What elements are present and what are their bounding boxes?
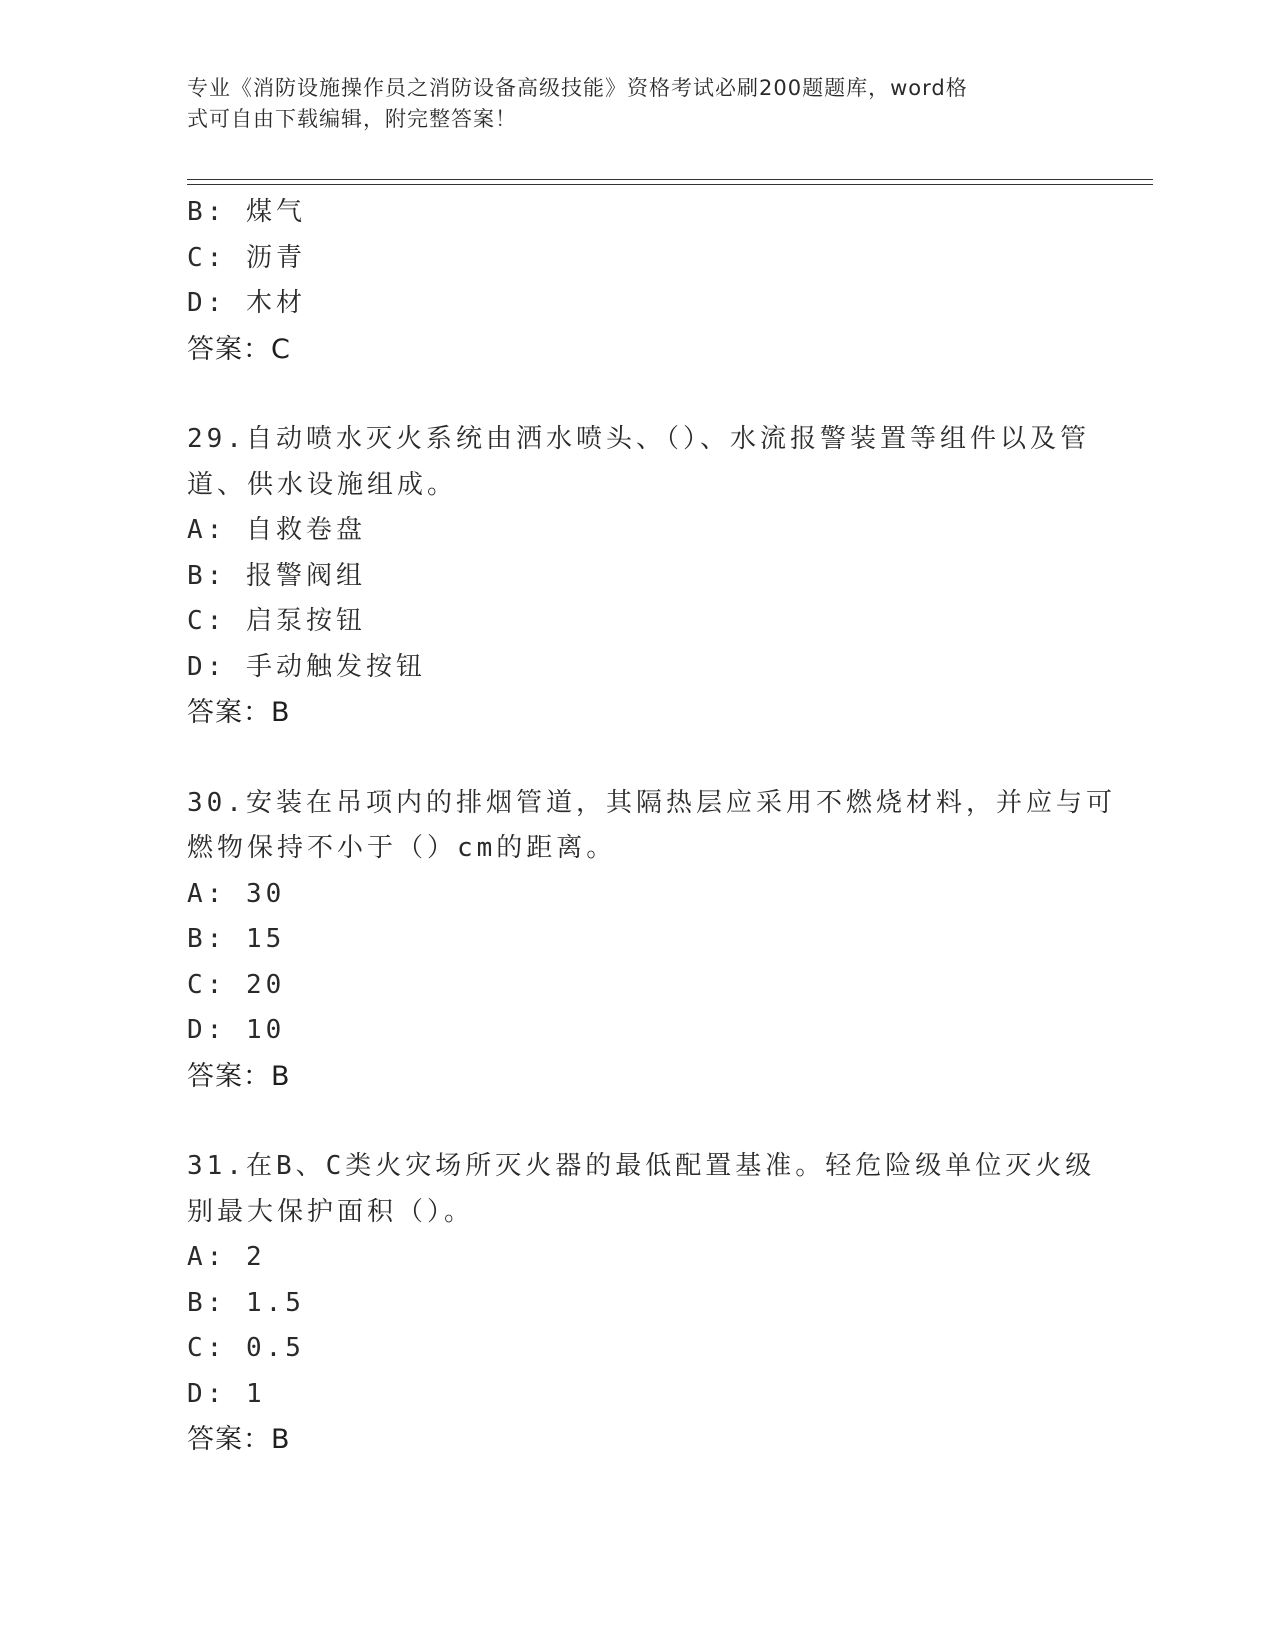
option-b: B: 报警阀组: [187, 560, 366, 591]
option-c: C: 启泵按钮: [187, 606, 366, 636]
question-block-31: [187, 1144, 1096, 1463]
question-list: [187, 190, 1116, 1463]
option-c: C: 沥青: [187, 242, 306, 273]
question-stem-line: 道、供水设施组成。: [187, 469, 458, 500]
option-d: D: 1: [187, 1378, 266, 1409]
question-stem: [187, 417, 1090, 508]
answer-line: 答案：B: [187, 697, 291, 728]
option-c: C: 20: [187, 969, 286, 1000]
question-stem-line: 30.安装在吊项内的排烟管道，其隔热层应采用不燃烧材料，并应与可: [187, 787, 1116, 818]
option-d: D: 10: [187, 1015, 286, 1045]
option-a: A: 30: [187, 878, 286, 909]
question-stem-line: 别最大保护面积（）。: [187, 1196, 475, 1227]
option-b: B: 15: [187, 924, 286, 954]
option-b: B: 1.5: [187, 1287, 305, 1318]
option-b: B: 煤气: [187, 197, 306, 227]
option-d: D: 木材: [187, 288, 306, 318]
question-block-29: [187, 417, 1090, 736]
answer-line: 答案：B: [187, 1424, 291, 1455]
header-line-2: 式可自由下载编辑，附完整答案！: [187, 107, 517, 131]
option-a: A: 2: [187, 1242, 266, 1272]
option-c: C: 0.5: [187, 1333, 305, 1363]
option-d: D: 手动触发按钮: [187, 651, 426, 682]
answer-line: 答案：B: [187, 1060, 291, 1092]
question-block-30: [187, 781, 1116, 1100]
question-stem-line: 燃物保持不小于（）cm的距离。: [187, 833, 617, 863]
document-header: [187, 73, 1067, 135]
option-a: A: 自救卷盘: [187, 515, 366, 545]
answer-line: 答案：C: [187, 333, 291, 365]
question-stem: [187, 1144, 1096, 1235]
header-divider-top: [187, 179, 1153, 180]
question-stem-line: 29.自动喷水灭火系统由洒水喷头、（）、水流报警装置等组件以及管: [187, 424, 1090, 454]
header-divider-bottom: [187, 184, 1153, 185]
header-line-1: 专业《消防设施操作员之消防设备高级技能》资格考试必刷200题题库，word格: [187, 76, 968, 100]
question-block-partial: [187, 190, 1087, 372]
question-stem: [187, 781, 1116, 872]
question-stem-line: 31.在B、C类火灾场所灭火器的最低配置基准。轻危险级单位灭火级: [187, 1151, 1096, 1181]
